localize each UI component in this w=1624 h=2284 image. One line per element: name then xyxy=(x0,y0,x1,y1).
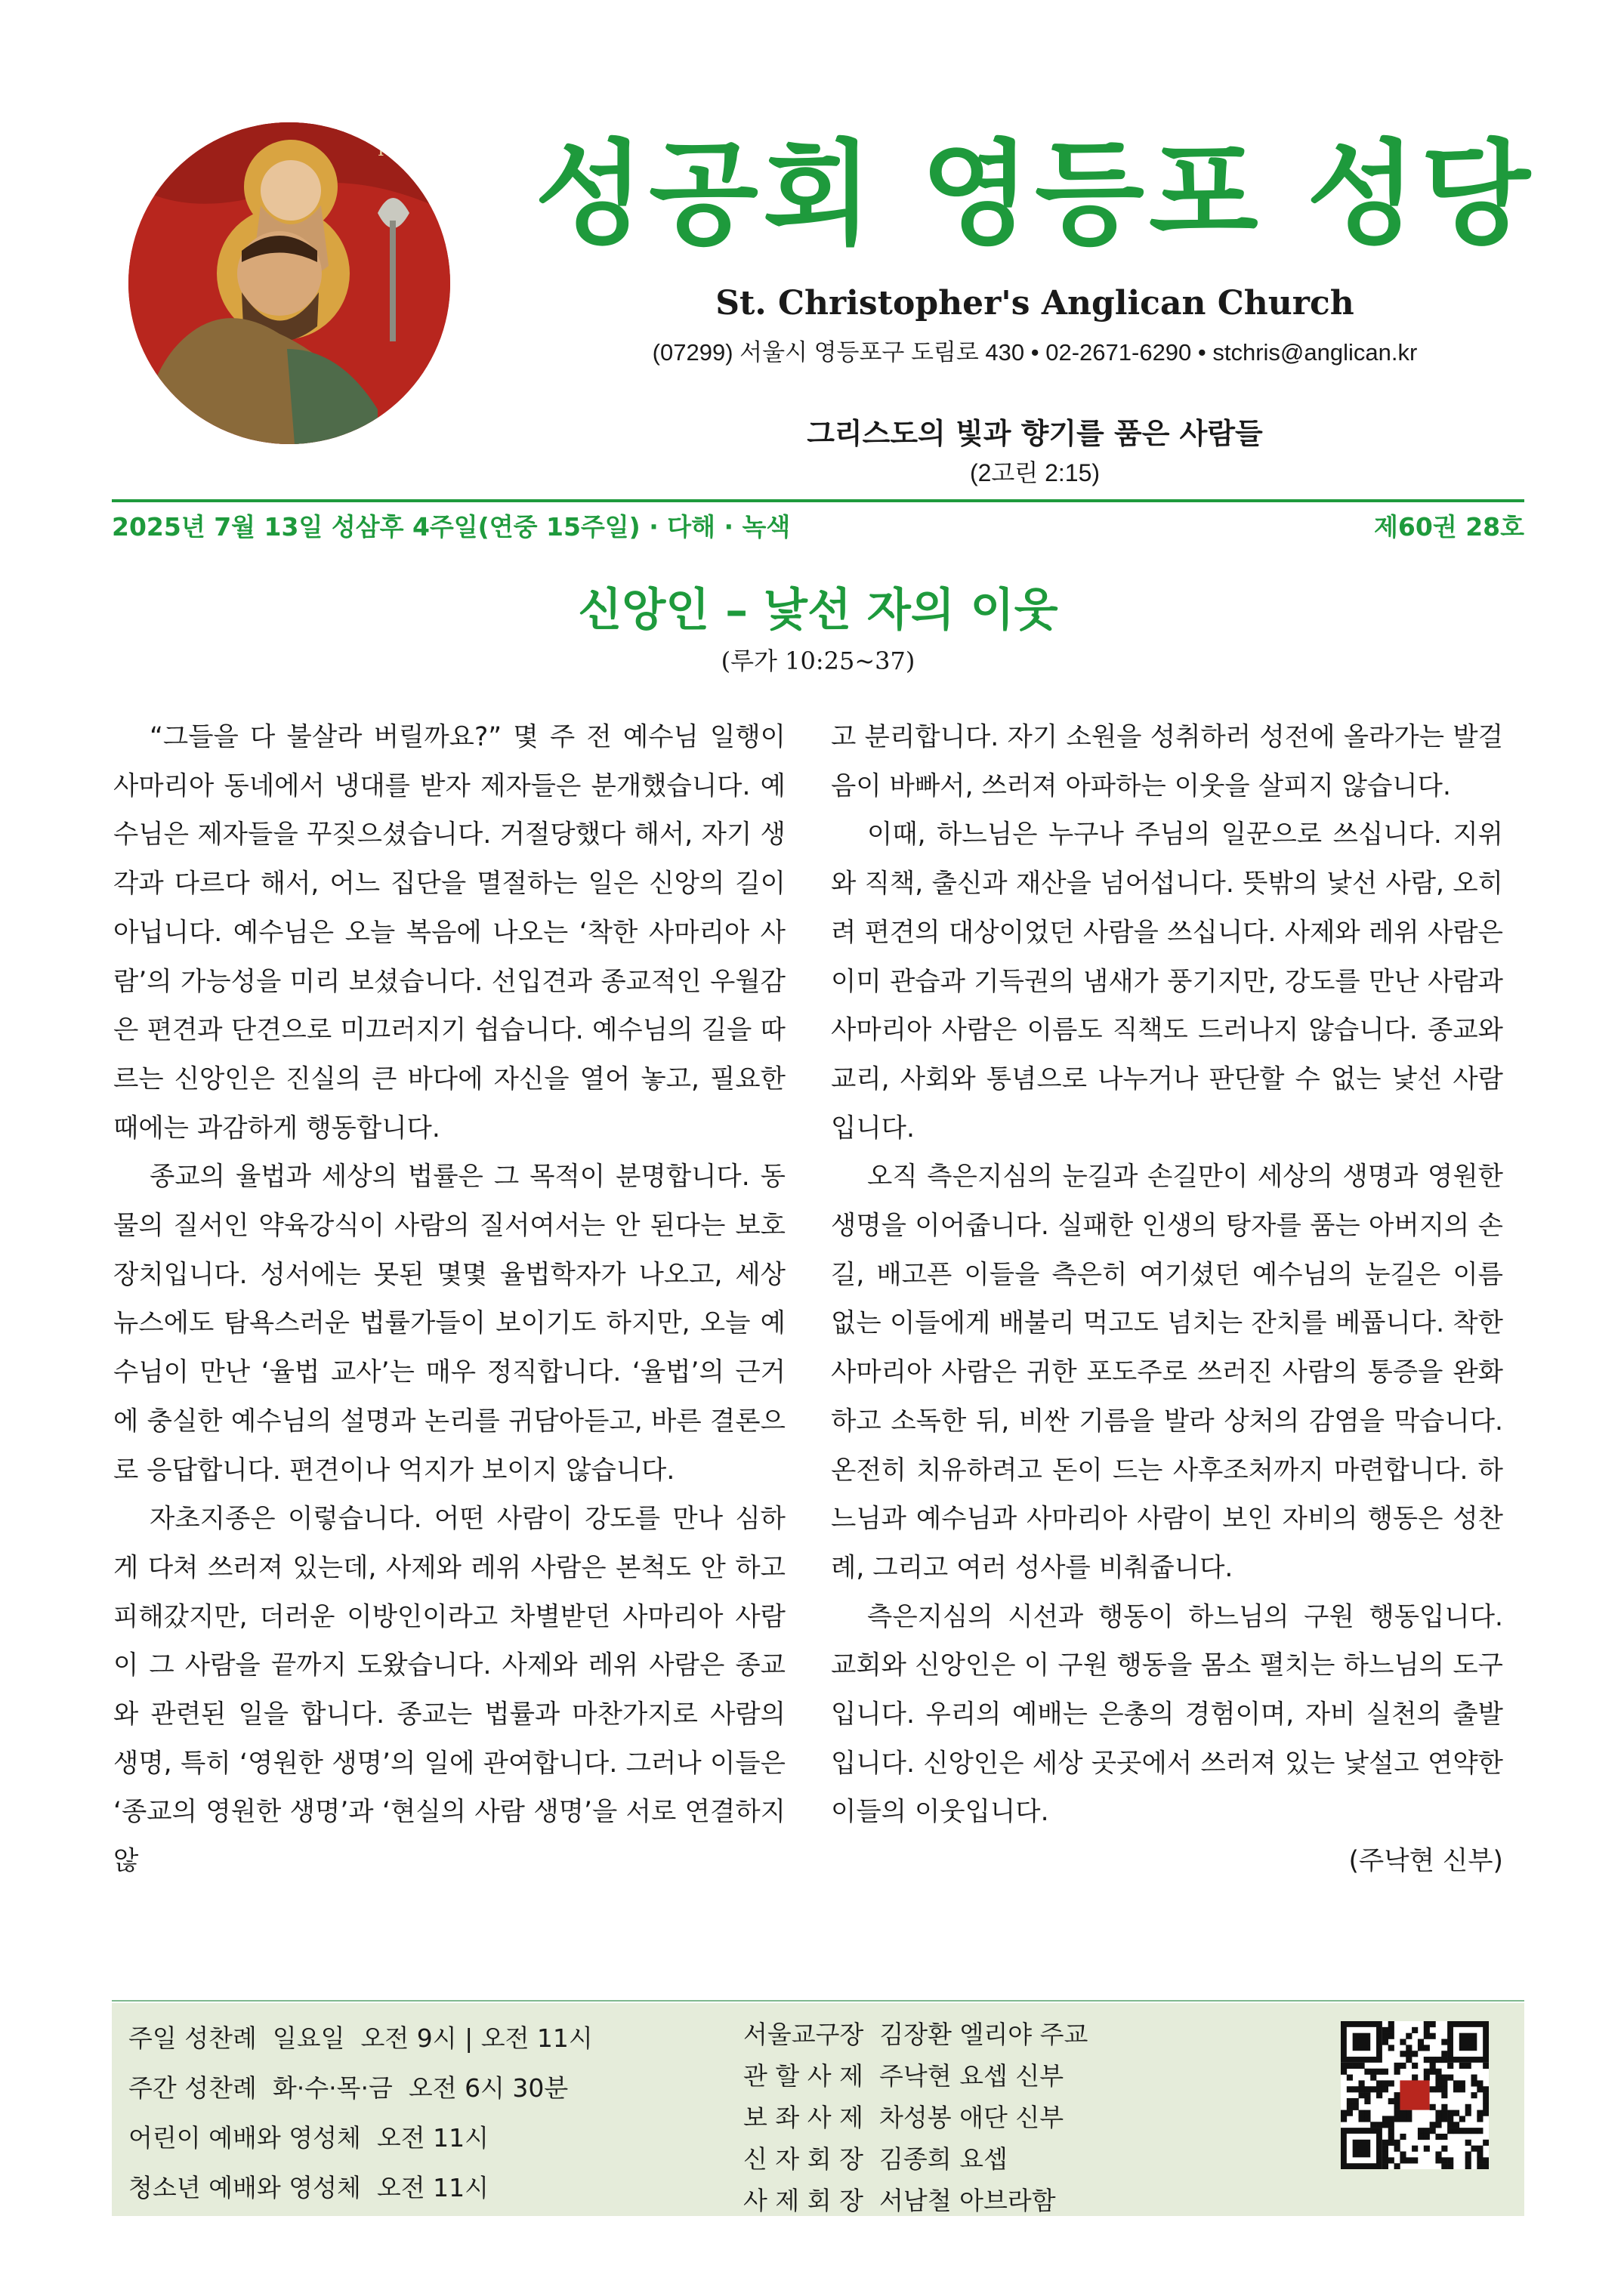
qr-module xyxy=(1382,2157,1388,2163)
qr-module xyxy=(1424,2045,1430,2051)
qr-module xyxy=(1447,2157,1453,2163)
qr-module xyxy=(1435,2157,1441,2163)
qr-module xyxy=(1388,2122,1394,2128)
qr-module xyxy=(1353,2104,1359,2110)
qr-module xyxy=(1382,2027,1388,2033)
service-schedule xyxy=(128,2014,593,2213)
qr-module xyxy=(1406,2045,1412,2051)
clergy-item: 사 제 회 장 서남철 아브라함 xyxy=(743,2186,1056,2215)
qr-module xyxy=(1465,2110,1471,2116)
qr-module xyxy=(1382,2039,1388,2045)
qr-module xyxy=(1453,2122,1459,2128)
qr-module xyxy=(1370,2086,1376,2092)
qr-module xyxy=(1388,2098,1394,2104)
church-english-name: St. Christopher's Anglican Church xyxy=(715,284,1354,323)
clergy-item: 보 좌 사 제 차성봉 애단 신부 xyxy=(743,2103,1064,2132)
qr-module xyxy=(1388,2027,1394,2033)
qr-module xyxy=(1394,2116,1400,2122)
qr-module xyxy=(1483,2140,1489,2146)
qr-finder-pattern xyxy=(1353,2140,1371,2158)
qr-module xyxy=(1424,2033,1430,2039)
qr-module xyxy=(1388,2140,1394,2146)
qr-module xyxy=(1353,2086,1359,2092)
qr-module xyxy=(1412,2051,1418,2057)
qr-module xyxy=(1388,2128,1394,2134)
qr-module xyxy=(1441,2086,1447,2092)
qr-finder-pattern xyxy=(1353,2033,1371,2051)
qr-finder-pattern xyxy=(1459,2033,1477,2051)
qr-module xyxy=(1435,2110,1441,2116)
qr-module xyxy=(1347,2063,1353,2069)
qr-module xyxy=(1394,2104,1400,2110)
qr-module xyxy=(1441,2110,1447,2116)
qr-module xyxy=(1406,2057,1412,2063)
qr-module xyxy=(1447,2075,1453,2081)
sermon-paragraph-continued: 고 분리합니다. 자기 소원을 성취하러 성전에 올라가는 발걸음이 바빠서, 쓰러져 아파하는 이웃을 살피지 않습니다. xyxy=(831,722,1503,801)
qr-module xyxy=(1364,2069,1370,2075)
qr-module xyxy=(1477,2116,1483,2122)
issue-number: 제60권 28호 xyxy=(1374,512,1524,542)
qr-module xyxy=(1400,2116,1406,2122)
qr-module xyxy=(1430,2057,1436,2063)
qr-module xyxy=(1459,2086,1465,2092)
qr-module xyxy=(1459,2128,1465,2134)
clergy-item: 신 자 회 장 김종희 요셉 xyxy=(743,2144,1008,2174)
qr-module xyxy=(1364,2092,1370,2098)
qr-module xyxy=(1364,2086,1370,2092)
qr-module xyxy=(1477,2157,1483,2163)
qr-module xyxy=(1435,2122,1441,2128)
qr-module xyxy=(1388,2080,1394,2086)
qr-module xyxy=(1435,2057,1441,2063)
qr-module xyxy=(1341,2063,1347,2069)
qr-module xyxy=(1388,2134,1394,2140)
qr-module xyxy=(1435,2075,1441,2081)
issue-date: 2025년 7월 13일 성삼후 4주일(연중 15주일) · 다해 · 녹색 xyxy=(112,512,791,542)
qr-module xyxy=(1370,2075,1376,2081)
qr-module xyxy=(1459,2063,1465,2069)
qr-module xyxy=(1465,2140,1471,2146)
qr-module xyxy=(1453,2086,1459,2092)
qr-module xyxy=(1359,2063,1365,2069)
qr-module xyxy=(1477,2086,1483,2092)
sermon-reference: (루가 10:25~37) xyxy=(721,647,915,675)
qr-module xyxy=(1430,2128,1436,2134)
qr-module xyxy=(1347,2086,1353,2092)
qr-module xyxy=(1412,2146,1418,2152)
qr-module xyxy=(1388,2021,1394,2027)
service-item: 주일 성찬례 일요일 오전 9시 | 오전 11시 xyxy=(128,2023,593,2053)
qr-module xyxy=(1370,2069,1376,2075)
qr-module xyxy=(1477,2128,1483,2134)
header-divider xyxy=(112,499,1524,502)
qr-module xyxy=(1430,2086,1436,2092)
service-item: 청소년 예배와 영성체 오전 11시 xyxy=(128,2173,489,2202)
qr-module xyxy=(1441,2075,1447,2081)
qr-module xyxy=(1394,2163,1400,2169)
qr-module xyxy=(1441,2104,1447,2110)
qr-module xyxy=(1441,2092,1447,2098)
logo-lettering: ΙC ΧC xyxy=(378,141,428,160)
qr-module xyxy=(1424,2146,1430,2152)
motto-reference: (2고린 2:15) xyxy=(969,459,1101,486)
sermon-paragraph: 자초지종은 이렇습니다. 어떤 사람이 강도를 만나 심하게 다쳐 쓰러져 있는데, 사제와 레위 사람은 본척도 안 하고 피해갔지만, 더러운 이방인이라고 차별받던 사마리아 사람이 그 사람을 끝까지 도왔습니다. 사제와 레위 사람은 종교와 관련된 일을 합니다. 종교는 법률과 마찬가지로 사람의 생명, 특히 ‘영원한 생명’의 일에 관여합니다. 그러나 이들은 ‘종교의 영원한 생명’과 ‘현실의 사람 생명’을 서로 연결하지 않 xyxy=(113,1504,786,1877)
qr-code-icon[interactable] xyxy=(1341,2021,1489,2169)
qr-module xyxy=(1471,2146,1477,2152)
qr-code-graphic xyxy=(1341,2021,1489,2169)
sermon-paragraph: “그들을 다 불살라 버릴까요?” 몇 주 전 예수님 일행이 사마리아 동네에서 냉대를 받자 제자들은 분개했습니다. 예수님은 제자들을 꾸짖으셨습니다. 거절당했다 해서, 자기 생각과 다르다 해서, 어느 집단을 멸절하는 일은 신앙의 길이 아닙니다. 예수님은 오늘 복음에 나오는 ‘착한 사마리아 사람’의 가능성을 미리 보셨습니다. 선입견과 종교적인 우월감은 편견과 단견으로 미끄러지기 쉽습니다. 예수님의 길을 따르는 신앙인은 진실의 큰 바다에 자신을 열어 놓고, 필요한 때에는 과감하게 행동합니다. xyxy=(113,722,786,1144)
qr-module xyxy=(1347,2110,1353,2116)
sermon-paragraph: 종교의 율법과 세상의 법률은 그 목적이 분명합니다. 동물의 질서인 약육강식이 사람의 질서여서는 안 된다는 보호장치입니다. 성서에는 못된 몇몇 율법학자가 나오고, 세상 뉴스에도 탐욕스러운 법률가들이 보이기도 하지만, 오늘 예수님이 만난 ‘율법 교사’는 매우 정직합니다. ‘율법’의 근거에 충실한 예수님의 설명과 논리를 귀담아듣고, 바른 결론으로 응답합니다. 편견이나 억지가 보이지 않습니다. xyxy=(113,1162,786,1486)
qr-module xyxy=(1359,2080,1365,2086)
qr-module xyxy=(1441,2051,1447,2057)
qr-module xyxy=(1359,2086,1365,2092)
qr-module xyxy=(1364,2116,1370,2122)
qr-module xyxy=(1400,2039,1406,2045)
qr-module xyxy=(1465,2151,1471,2157)
qr-module xyxy=(1441,2057,1447,2063)
qr-module xyxy=(1406,2157,1412,2163)
qr-module xyxy=(1477,2080,1483,2086)
qr-module xyxy=(1471,2075,1477,2081)
sermon-paragraph: 측은지심의 시선과 행동이 하느님의 구원 행동입니다. 교회와 신앙인은 이 구원 행동을 몸소 펼치는 하느님의 도구입니다. 우리의 예배는 은총의 경험이며, 자비 실천의 출발입니다. 신앙인은 세상 곳곳에서 쓰러져 있는 낯설고 연약한 이들의 이웃입니다. xyxy=(831,1601,1503,1828)
qr-module xyxy=(1400,2051,1406,2057)
qr-module xyxy=(1424,2128,1430,2134)
qr-module xyxy=(1430,2122,1436,2128)
qr-module xyxy=(1483,2092,1489,2098)
qr-module xyxy=(1382,2069,1388,2075)
qr-module xyxy=(1435,2116,1441,2122)
qr-module xyxy=(1376,2080,1382,2086)
qr-module xyxy=(1394,2063,1400,2069)
qr-module xyxy=(1441,2080,1447,2086)
qr-module xyxy=(1341,2116,1347,2122)
qr-module xyxy=(1447,2128,1453,2134)
qr-module xyxy=(1483,2157,1489,2163)
qr-module xyxy=(1483,2086,1489,2092)
qr-module xyxy=(1424,2027,1430,2033)
motto: 그리스도의 빛과 향기를 품은 사람들 xyxy=(807,417,1263,450)
qr-module xyxy=(1435,2080,1441,2086)
qr-module xyxy=(1394,2146,1400,2152)
qr-module xyxy=(1465,2063,1471,2069)
qr-module xyxy=(1341,2069,1347,2075)
service-item: 어린이 예배와 영성체 오전 11시 xyxy=(128,2123,489,2153)
qr-module xyxy=(1447,2116,1453,2122)
clergy-item: 관 할 사 제 주낙현 요셉 신부 xyxy=(743,2061,1064,2091)
qr-module xyxy=(1400,2151,1406,2157)
qr-module xyxy=(1441,2146,1447,2152)
qr-module xyxy=(1424,2021,1430,2027)
qr-module xyxy=(1424,2134,1430,2140)
qr-module xyxy=(1353,2063,1359,2069)
qr-module xyxy=(1477,2110,1483,2116)
sermon-column-left xyxy=(113,713,786,1886)
qr-module xyxy=(1400,2110,1406,2116)
qr-module xyxy=(1359,2092,1365,2098)
qr-module xyxy=(1370,2122,1376,2128)
qr-module xyxy=(1394,2098,1400,2104)
qr-module xyxy=(1477,2146,1483,2152)
qr-module xyxy=(1483,2098,1489,2104)
sermon-title: 신앙인 – 낯선 자의 이웃 xyxy=(578,584,1058,637)
qr-module xyxy=(1364,2098,1370,2104)
qr-module xyxy=(1359,2110,1365,2116)
qr-module xyxy=(1382,2146,1388,2152)
qr-module xyxy=(1382,2116,1388,2122)
footer-panel xyxy=(112,2003,1524,2216)
qr-module xyxy=(1435,2134,1441,2140)
qr-module xyxy=(1441,2039,1447,2045)
qr-module xyxy=(1388,2045,1394,2051)
qr-module xyxy=(1400,2157,1406,2163)
qr-module xyxy=(1453,2128,1459,2134)
qr-module xyxy=(1376,2122,1382,2128)
qr-module xyxy=(1394,2110,1400,2116)
qr-module xyxy=(1376,2086,1382,2092)
qr-module xyxy=(1406,2051,1412,2057)
qr-module xyxy=(1447,2063,1453,2069)
service-item: 주간 성찬례 화·수·목·금 오전 6시 30분 xyxy=(128,2073,569,2103)
contact-info: (07299) 서울시 영등포구 도림로 430 • 02-2671-6290 • stchris@anglican.kr xyxy=(652,339,1418,366)
qr-module xyxy=(1406,2116,1412,2122)
qr-module xyxy=(1441,2157,1447,2163)
qr-module xyxy=(1388,2033,1394,2039)
qr-module xyxy=(1483,2110,1489,2116)
qr-module xyxy=(1453,2110,1459,2116)
qr-module xyxy=(1406,2110,1412,2116)
qr-module xyxy=(1382,2140,1388,2146)
qr-module xyxy=(1418,2045,1424,2051)
sermon-column-right xyxy=(831,713,1503,1886)
qr-module xyxy=(1459,2116,1465,2122)
qr-module xyxy=(1382,2163,1388,2169)
footer-divider xyxy=(112,2000,1524,2002)
clergy-item: 서울교구장 김장환 엘리야 주교 xyxy=(743,2020,1088,2049)
qr-module xyxy=(1400,2063,1406,2069)
qr-module xyxy=(1412,2157,1418,2163)
qr-module xyxy=(1430,2104,1436,2110)
qr-module xyxy=(1382,2033,1388,2039)
qr-module xyxy=(1447,2122,1453,2128)
page-title: 성공회 영등포 성당 xyxy=(535,129,1535,261)
qr-module xyxy=(1347,2075,1353,2081)
qr-module xyxy=(1347,2098,1353,2104)
qr-module xyxy=(1424,2057,1430,2063)
qr-center-logo xyxy=(1400,2080,1429,2110)
qr-module xyxy=(1447,2163,1453,2169)
qr-module xyxy=(1477,2151,1483,2157)
qr-module xyxy=(1412,2075,1418,2081)
qr-module xyxy=(1382,2122,1388,2128)
qr-module xyxy=(1418,2134,1424,2140)
qr-module xyxy=(1376,2092,1382,2098)
qr-module xyxy=(1447,2110,1453,2116)
qr-module xyxy=(1435,2151,1441,2157)
qr-module xyxy=(1394,2140,1400,2146)
sermon-paragraph: 이때, 하느님은 누구나 주님의 일꾼으로 쓰십니다. 지위와 직책, 출신과 재산을 넘어섭니다. 뜻밖의 낯선 사람, 오히려 편견의 대상이었던 사람을 쓰십니다. 사제와 레위 사람은 이미 관습과 기득권의 냄새가 풍기지만, 강도를 만난 사람과 사마리아 사람은 이름도 직책도 드러나지 않습니다. 종교와 교리, 사회와 통념으로 나누거나 판단할 수 없는 낯선 사람입니다. xyxy=(831,819,1503,1144)
qr-module xyxy=(1459,2080,1465,2086)
qr-module xyxy=(1376,2069,1382,2075)
qr-module xyxy=(1465,2163,1471,2169)
qr-module xyxy=(1441,2134,1447,2140)
qr-module xyxy=(1430,2069,1436,2075)
qr-module xyxy=(1477,2163,1483,2169)
sermon-paragraph: 오직 측은지심의 눈길과 손길만이 세상의 생명과 영원한 생명을 이어줍니다. 실패한 인생의 탕자를 품는 아버지의 손길, 배고픈 이들을 측은히 여기셨던 예수님의 눈길은 이름 없는 이들에게 배불리 먹고도 넘치는 잔치를 베풉니다. 착한 사마리아 사람은 귀한 포도주로 쓰러진 사람의 통증을 완화하고 소독한 뒤, 비싼 기름을 발라 상처의 감염을 막습니다. 온전히 치유하려고 돈이 드는 사후조처까지 마련합니다. 하느님과 예수님과 사마리아 사람이 보인 자비의 행동은 성찬례, 그리고 여러 성사를 비춰줍니다. xyxy=(831,1162,1503,1583)
qr-module xyxy=(1435,2069,1441,2075)
clergy-list xyxy=(743,2014,1088,2221)
qr-module xyxy=(1471,2128,1477,2134)
qr-module xyxy=(1412,2027,1418,2033)
icon-image xyxy=(128,122,450,444)
qr-module xyxy=(1424,2075,1430,2081)
qr-module xyxy=(1382,2151,1388,2157)
qr-module xyxy=(1430,2021,1436,2027)
qr-module xyxy=(1483,2104,1489,2110)
qr-module xyxy=(1430,2063,1436,2069)
qr-module xyxy=(1430,2033,1436,2039)
qr-module xyxy=(1465,2104,1471,2110)
qr-module xyxy=(1453,2080,1459,2086)
qr-module xyxy=(1424,2069,1430,2075)
qr-module xyxy=(1471,2092,1477,2098)
qr-module xyxy=(1388,2116,1394,2122)
qr-module xyxy=(1471,2080,1477,2086)
qr-module xyxy=(1382,2080,1388,2086)
qr-module xyxy=(1483,2163,1489,2169)
qr-module xyxy=(1382,2086,1388,2092)
qr-module xyxy=(1441,2163,1447,2169)
qr-module xyxy=(1394,2092,1400,2098)
qr-module xyxy=(1465,2128,1471,2134)
qr-module xyxy=(1388,2157,1394,2163)
qr-module xyxy=(1400,2134,1406,2140)
qr-module xyxy=(1394,2069,1400,2075)
qr-module xyxy=(1341,2110,1347,2116)
qr-module xyxy=(1347,2104,1353,2110)
qr-module xyxy=(1441,2116,1447,2122)
qr-module xyxy=(1418,2039,1424,2045)
author-signature: (주낙현 신부) xyxy=(1348,1846,1503,1877)
qr-module xyxy=(1412,2063,1418,2069)
qr-module xyxy=(1465,2157,1471,2163)
qr-module xyxy=(1418,2128,1424,2134)
qr-module xyxy=(1406,2033,1412,2039)
qr-module xyxy=(1364,2110,1370,2116)
church-icon-logo xyxy=(128,122,450,444)
qr-module xyxy=(1359,2116,1365,2122)
qr-module xyxy=(1483,2063,1489,2069)
qr-module xyxy=(1435,2086,1441,2092)
qr-module xyxy=(1353,2098,1359,2104)
